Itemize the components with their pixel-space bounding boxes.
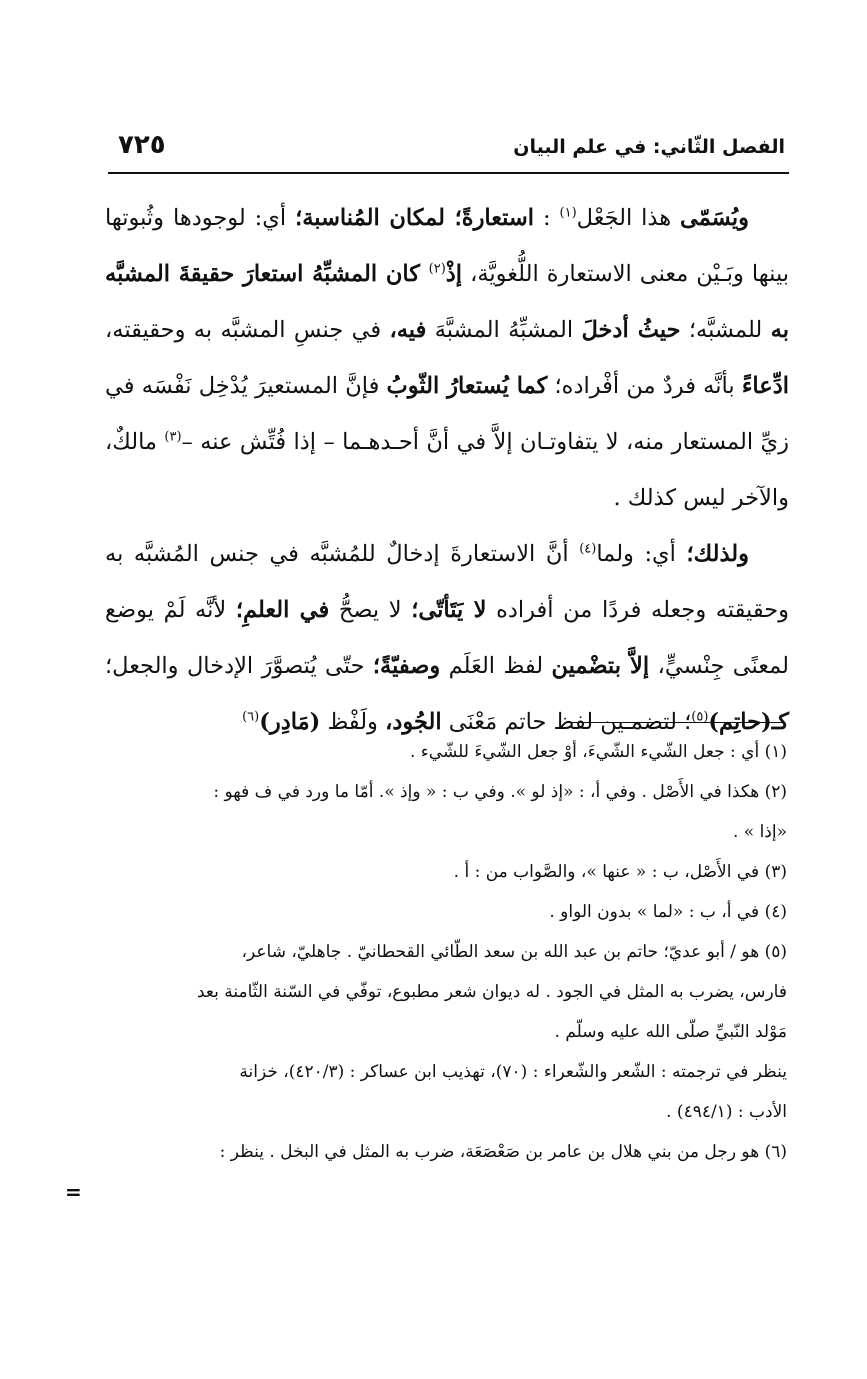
footnote-ref-3: (٣)	[164, 429, 182, 445]
term-fihi: فيه،	[389, 317, 427, 343]
term-iddiaan: ادِّعاءً	[741, 373, 789, 399]
text: المشبِّهُ المشبَّهَ	[426, 317, 582, 343]
footnote-5-refs: ينظر في ترجمته : الشّعر والشّعراء : (٧٠)، تهذيب ابن عساكر : (٤٢٠/٣)، خزانة	[239, 1062, 787, 1082]
term-kana: كان المشبِّهُ استعارَ حقيقةَ المشبَّه به	[105, 261, 789, 343]
paragraph-1	[105, 190, 789, 526]
footnote-5: (٥) هو / أبو عديّ؛ حاتم بن عبد الله بن سعد الطّائي القحطانيّ . جاهليّ، شاعر،	[241, 942, 787, 962]
footnote-6: (٦) هو رجل من بني هلال بن عامر بن صَعْصَعَة، ضرب به المثل في البخل . ينظر :	[219, 1142, 787, 1162]
chapter-title: الفصل الثّاني: في علم البيان	[513, 136, 785, 158]
text: للمشبَّه؛	[680, 317, 771, 343]
footnote-5-cont: مَوْلد النّبيِّ صلّى الله عليه وسلّم .	[554, 1022, 787, 1042]
footnote-ref-5: (٥)	[691, 709, 709, 725]
term-la-yataatta: لا يَتَأتّى؛	[411, 597, 487, 623]
footnote-2-cont: «إذا » .	[732, 822, 787, 842]
text: لأنَّه لَمْ يوضع لمعنًى جِنْسيٍّ،	[105, 597, 790, 679]
text: بأنَّه فردٌ من أفْراده؛	[547, 373, 742, 399]
footnote-3: (٣) في الأَصْل، ب : « عنها »، والصَّواب من : أ .	[453, 862, 787, 882]
footnote-ref-2: (٢)	[428, 261, 446, 277]
text: أي: لوجودها وثُبوتها بينها وبَـيْن معنى الاستعارة اللُّغويَّة،	[105, 205, 789, 287]
footnote-4: (٤) في أ، ب : «لما » بدون الواو .	[549, 902, 787, 922]
term-hatim: كـ(حاتِم)	[708, 709, 789, 735]
text: أي: ولما	[596, 541, 687, 567]
text: حتّى يُتصوَّرَ الإدخال والجعل؛	[105, 653, 373, 679]
text: ولَفْظ	[320, 709, 386, 735]
term-idh: إذْ	[445, 261, 463, 287]
footnote-5-cont: فارس، يضرب به المثل في الجود . له ديوان شعر مطبوع، توفّي في السّنة الثّامنة بعد	[196, 982, 787, 1002]
footnote-separator	[565, 722, 785, 723]
footnote-2: (٢) هكذا في الأَصْل . وفي أ، : «إذ لو ». وفي ب : « وإذ ». أمّا ما ورد في ف فهو :	[213, 782, 787, 802]
page-number: ٧٢٥	[118, 130, 166, 160]
text: هذا الجَعْل	[576, 205, 681, 231]
running-head	[108, 128, 789, 174]
term-yusamma: ويُسَمّى	[680, 205, 749, 231]
text: مالكٌ، والآخر ليس كذلك .	[105, 429, 789, 511]
term-kama: كما يُستعارُ الثّوبُ	[386, 373, 548, 399]
term-illa: إلاَّ بتضْمين	[551, 653, 650, 679]
term-lidhalik: ولذلك؛	[686, 541, 749, 567]
term-fil-alam: في العلمِ؛	[235, 597, 330, 623]
term-istiara: استعارةً؛ لمكان المُناسبة؛	[295, 205, 535, 231]
text: لا يصحُّ	[329, 597, 412, 623]
term-madir: (مَادِر)	[259, 709, 321, 735]
term-haythu: حيثُ أدخلَ	[581, 317, 681, 343]
text: أنَّ الاستعارةَ إدخالٌ للمُشبَّه في جنس المُشبَّه به وحقيقته وجعله فردًا من أفراده	[105, 541, 789, 623]
footnote-1: (١) أي : جعل الشّيء الشّيءَ، أوْ جعل الشّيءَ للشّيء .	[409, 742, 787, 762]
text: ؛ لتضمـين لفظ حاتم مَعْنَى	[441, 709, 692, 735]
text: لفظ العَلَم	[440, 653, 552, 679]
term-jud: الجُود،	[385, 709, 442, 735]
footnote-ref-6: (٦)	[242, 709, 260, 725]
main-text	[105, 190, 789, 750]
footnote-ref-4: (٤)	[579, 541, 597, 557]
footnote-ref-1: (١)	[559, 205, 577, 221]
footnote-5-refs-cont: الأدب : (٤٩٤/١) .	[666, 1102, 787, 1122]
text: في جنسِ المشبَّه به وحقيقته،	[105, 317, 390, 343]
term-wasfiyya: وصفيّةً؛	[372, 653, 441, 679]
text: فإنَّ المستعيرَ يُدْخِل نَفْسَه في زيِّ المستعار منه، لا يتفاوتـان إلاَّ في أنَّ أحـدهـما – إذا فُتِّش عنه –	[105, 373, 790, 455]
footnotes	[100, 732, 787, 1172]
paragraph-2	[105, 526, 789, 750]
continuation-mark: =	[65, 1180, 82, 1204]
text: :	[534, 205, 560, 231]
